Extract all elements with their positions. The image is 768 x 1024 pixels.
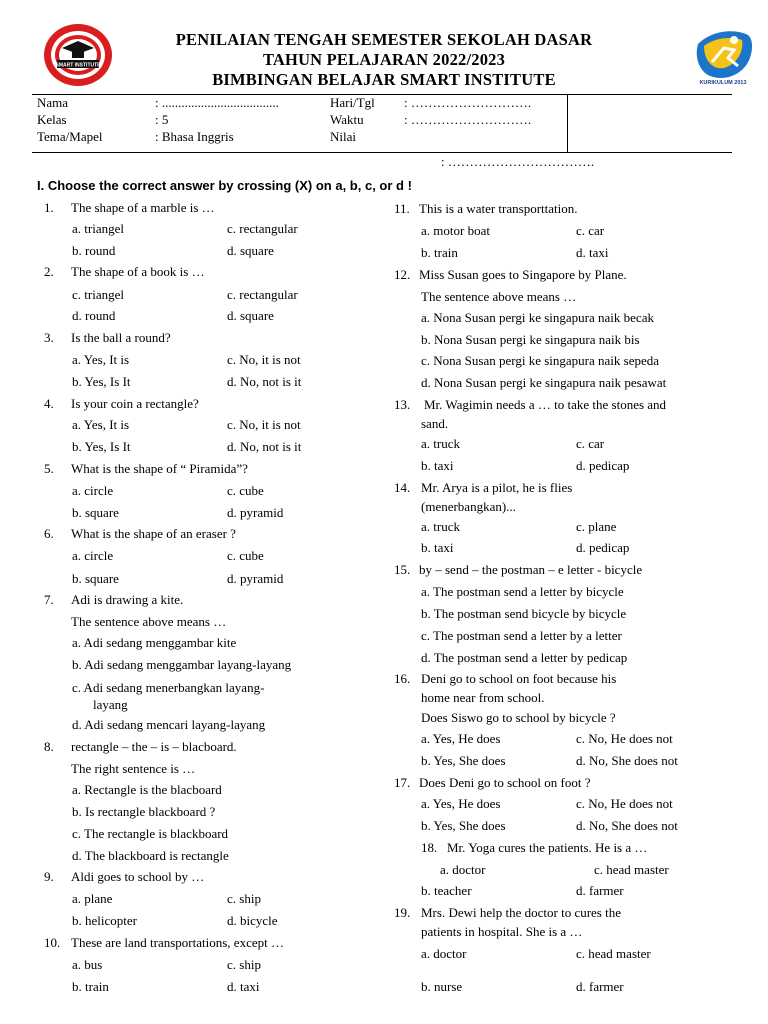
q17-option-d[interactable]: d. No, She does not bbox=[576, 818, 678, 833]
q13-number: 13. bbox=[394, 397, 411, 412]
q8-text-2: The right sentence is … bbox=[71, 761, 196, 776]
q1-option-b[interactable]: b. round bbox=[72, 243, 116, 258]
q15-option-d[interactable]: d. The postman send a letter by pedicap bbox=[421, 650, 628, 665]
hari-label: Hari/Tgl bbox=[330, 95, 375, 110]
q13-option-c[interactable]: c. car bbox=[576, 436, 605, 451]
q16-text: Deni go to school on foot because his bbox=[421, 671, 617, 686]
q16-option-d[interactable]: d. No, She does not bbox=[576, 753, 678, 768]
q15-option-b[interactable]: b. The postman send bicycle by bicycle bbox=[421, 606, 627, 621]
q12-option-b[interactable]: b. Nona Susan pergi ke singapura naik bis bbox=[421, 332, 640, 347]
q7-option-d[interactable]: d. Adi sedang mencari layang-layang bbox=[72, 717, 266, 732]
q14-number: 14. bbox=[394, 480, 411, 495]
q11-option-c[interactable]: c. car bbox=[576, 223, 605, 238]
q2-number: 2. bbox=[44, 264, 54, 279]
q2-option-b[interactable]: d. round bbox=[72, 308, 116, 323]
q7-text: Adi is drawing a kite. bbox=[71, 592, 184, 607]
kelas-field: : 5 bbox=[155, 112, 169, 127]
q13-option-b[interactable]: b. taxi bbox=[421, 458, 454, 473]
waktu-label: Waktu bbox=[330, 112, 364, 127]
q7-option-a[interactable]: a. Adi sedang menggambar kite bbox=[72, 635, 237, 650]
q10-option-c[interactable]: c. ship bbox=[227, 957, 261, 972]
q15-option-a[interactable]: a. The postman send a letter by bicycle bbox=[421, 584, 624, 599]
nama-field[interactable]: : .................................... bbox=[155, 95, 279, 110]
q5-option-a[interactable]: a. circle bbox=[72, 483, 114, 498]
q3-text: Is the ball a round? bbox=[71, 330, 171, 345]
instruction: I. Choose the correct answer by crossing (X) on a, b, c, or d ! bbox=[37, 178, 412, 193]
header-title-1: PENILAIAN TENGAH SEMESTER SEKOLAH DASAR bbox=[175, 30, 593, 49]
q3-option-a[interactable]: a. Yes, It is bbox=[72, 352, 130, 367]
q17-option-b[interactable]: b. Yes, She does bbox=[421, 818, 506, 833]
q16-option-c[interactable]: c. No, He does not bbox=[576, 731, 673, 746]
q13-option-a[interactable]: a. truck bbox=[421, 436, 460, 451]
q7-option-b[interactable]: b. Adi sedang menggambar layang-layang bbox=[72, 657, 292, 672]
q9-text: Aldi goes to school by … bbox=[71, 869, 205, 884]
q5-option-d[interactable]: d. pyramid bbox=[227, 505, 284, 520]
q1-option-d[interactable]: d. square bbox=[227, 243, 274, 258]
q19-option-a[interactable]: a. doctor bbox=[421, 946, 467, 961]
q13-option-d[interactable]: d. pedicap bbox=[576, 458, 630, 473]
q11-option-d[interactable]: d. taxi bbox=[576, 245, 609, 260]
tema-label: Tema/Mapel bbox=[37, 129, 103, 144]
q8-text: rectangle – the – is – blacboard. bbox=[71, 739, 237, 754]
q14-option-a[interactable]: a. truck bbox=[421, 519, 460, 534]
q6-option-c[interactable]: c. cube bbox=[227, 548, 264, 563]
q16-text-2: home near from school. bbox=[421, 690, 545, 705]
q16-option-b[interactable]: b. Yes, She does bbox=[421, 753, 506, 768]
q12-text: Miss Susan goes to Singapore by Plane. bbox=[419, 267, 627, 282]
q2-option-a[interactable]: c. triangel bbox=[72, 287, 124, 302]
logo-text: SMART INSTITUTE bbox=[55, 62, 101, 69]
q14-option-d[interactable]: d. pedicap bbox=[576, 540, 630, 555]
q12-option-d[interactable]: d. Nona Susan pergi ke singapura naik pesawat bbox=[421, 375, 667, 390]
nilai-label: Nilai bbox=[330, 129, 356, 144]
q10-option-a[interactable]: a. bus bbox=[72, 957, 103, 972]
q10-number: 10. bbox=[44, 935, 61, 950]
q4-option-b[interactable]: b. Yes, Is It bbox=[72, 439, 131, 454]
q18-number: 18. bbox=[421, 840, 438, 855]
q7-number: 7. bbox=[44, 592, 54, 607]
q19-number: 19. bbox=[394, 905, 411, 920]
q5-number: 5. bbox=[44, 461, 54, 476]
q10-option-d[interactable]: d. taxi bbox=[227, 979, 260, 994]
q10-option-b[interactable]: b. train bbox=[72, 979, 109, 994]
q5-option-b[interactable]: b. square bbox=[72, 505, 119, 520]
q17-option-c[interactable]: c. No, He does not bbox=[576, 796, 673, 811]
q8-option-b[interactable]: b. Is rectangle blackboard ? bbox=[72, 804, 216, 819]
q4-option-a[interactable]: a. Yes, It is bbox=[72, 417, 130, 432]
q17-option-a[interactable]: a. Yes, He does bbox=[421, 796, 501, 811]
q15-option-c[interactable]: c. The postman send a letter by a letter bbox=[421, 628, 622, 643]
kelas-label: Kelas bbox=[37, 112, 67, 127]
q15-text: by – send – the postman – e letter - bicycle bbox=[419, 562, 643, 577]
q2-text: The shape of a book is … bbox=[71, 264, 205, 279]
info-divider bbox=[567, 95, 568, 152]
header-title-2: TAHUN PELAJARAN 2022/2023 bbox=[262, 50, 506, 69]
q3-option-c[interactable]: c. No, it is not bbox=[227, 352, 301, 367]
q19-text-2: patients in hospital. She is a … bbox=[421, 924, 583, 939]
q18-option-c[interactable]: c. head master bbox=[594, 862, 669, 877]
q14-option-b[interactable]: b. taxi bbox=[421, 540, 454, 555]
q6-number: 6. bbox=[44, 526, 54, 541]
q1-option-c[interactable]: c. rectangular bbox=[227, 221, 298, 236]
q19-option-d[interactable]: d. farmer bbox=[576, 979, 624, 994]
q19-option-b[interactable]: b. nurse bbox=[421, 979, 463, 994]
q11-option-a[interactable]: a. motor boat bbox=[421, 223, 490, 238]
q1-option-a[interactable]: a. triangel bbox=[72, 221, 124, 236]
q5-text: What is the shape of “ Piramida”? bbox=[71, 461, 248, 476]
header-title-3: BIMBINGAN BELAJAR SMART INSTITUTE bbox=[212, 70, 556, 89]
q1-text: The shape of a marble is … bbox=[71, 200, 215, 215]
q3-number: 3. bbox=[44, 330, 54, 345]
q12-number: 12. bbox=[394, 267, 411, 282]
q12-option-c[interactable]: c. Nona Susan pergi ke singapura naik sepeda bbox=[421, 353, 660, 368]
q16-option-a[interactable]: a. Yes, He does bbox=[421, 731, 501, 746]
q7-option-c-cont: layang bbox=[93, 697, 128, 712]
q2-option-c[interactable]: c. rectangular bbox=[227, 287, 298, 302]
q6-option-b[interactable]: b. square bbox=[72, 571, 119, 586]
q16-text-3: Does Siswo go to school by bicycle ? bbox=[421, 710, 616, 725]
q8-option-c[interactable]: c. The rectangle is blackboard bbox=[72, 826, 229, 841]
q18-option-a[interactable]: a. doctor bbox=[440, 862, 486, 877]
q8-option-a[interactable]: a. Rectangle is the blacboard bbox=[72, 782, 222, 797]
q7-text-2: The sentence above means … bbox=[71, 614, 227, 629]
q11-number: 11. bbox=[394, 201, 410, 216]
q6-text: What is the shape of an eraser ? bbox=[71, 526, 236, 541]
q18-option-d[interactable]: d. farmer bbox=[576, 883, 624, 898]
q19-text: Mrs. Dewi help the doctor to cures the bbox=[421, 905, 622, 920]
q9-option-a[interactable]: a. plane bbox=[72, 891, 113, 906]
q12-option-a[interactable]: a. Nona Susan pergi ke singapura naik becak bbox=[421, 310, 654, 325]
q8-number: 8. bbox=[44, 739, 54, 754]
q4-option-c[interactable]: c. No, it is not bbox=[227, 417, 301, 432]
q3-option-d[interactable]: d. No, not is it bbox=[227, 374, 302, 389]
q19-option-c[interactable]: c. head master bbox=[576, 946, 651, 961]
q5-option-c[interactable]: c. cube bbox=[227, 483, 264, 498]
q6-option-d[interactable]: d. pyramid bbox=[227, 571, 284, 586]
q9-number: 9. bbox=[44, 869, 54, 884]
q1-number: 1. bbox=[44, 200, 54, 215]
q7-option-c[interactable]: c. Adi sedang menerbangkan layang- bbox=[72, 680, 265, 695]
q9-option-d[interactable]: d. bicycle bbox=[227, 913, 278, 928]
q11-text: This is a water transporttation. bbox=[419, 201, 578, 216]
student-info-box bbox=[32, 94, 732, 153]
q18-option-b[interactable]: b. teacher bbox=[421, 883, 472, 898]
q8-option-d[interactable]: d. The blackboard is rectangle bbox=[72, 848, 229, 863]
nilai-field[interactable]: : ……………………………. bbox=[441, 154, 595, 169]
q11-option-b[interactable]: b. train bbox=[421, 245, 458, 260]
q4-number: 4. bbox=[44, 396, 54, 411]
kurikulum-text: KURIKULUM 2013 bbox=[699, 80, 747, 86]
q15-number: 15. bbox=[394, 562, 411, 577]
q17-number: 17. bbox=[394, 775, 411, 790]
q4-option-d[interactable]: d. No, not is it bbox=[227, 439, 302, 454]
q6-option-a[interactable]: a. circle bbox=[72, 548, 114, 563]
hari-field[interactable]: : ………………………. bbox=[404, 95, 532, 110]
q13-text-2: sand. bbox=[421, 416, 449, 431]
q12-text-2: The sentence above means … bbox=[421, 289, 577, 304]
q18-text: Mr. Yoga cures the patients. He is a … bbox=[447, 840, 648, 855]
q3-option-b[interactable]: b. Yes, Is It bbox=[72, 374, 131, 389]
q14-text: Mr. Arya is a pilot, he is flies bbox=[421, 480, 573, 495]
q16-number: 16. bbox=[394, 671, 411, 686]
q10-text: These are land transportations, except … bbox=[71, 935, 284, 950]
waktu-field[interactable]: : ………………………. bbox=[404, 112, 532, 127]
q9-option-b[interactable]: b. helicopter bbox=[72, 913, 137, 928]
q9-option-c[interactable]: c. ship bbox=[227, 891, 261, 906]
q14-option-c[interactable]: c. plane bbox=[576, 519, 617, 534]
q2-option-d[interactable]: d. square bbox=[227, 308, 274, 323]
q17-text: Does Deni go to school on foot ? bbox=[419, 775, 591, 790]
q13-text: Mr. Wagimin needs a … to take the stones and bbox=[424, 397, 667, 412]
tema-field: : Bhasa Inggris bbox=[155, 129, 234, 144]
q4-text: Is your coin a rectangle? bbox=[71, 396, 199, 411]
q14-text-2: (menerbangkan)... bbox=[421, 499, 516, 514]
nama-label: Nama bbox=[37, 95, 69, 110]
